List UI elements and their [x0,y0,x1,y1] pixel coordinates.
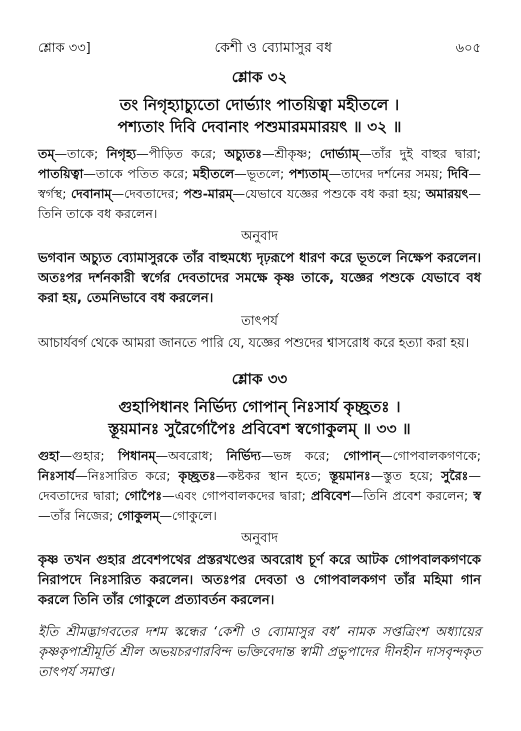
verse-32-section [38,66,481,354]
verse-33-section [38,368,481,611]
verse-33-heading: শ্লোক ৩৩ [231,370,288,388]
verse-32-purport-title: তাৎপর্য [241,314,278,329]
verse-33-line-2: স্তূয়মানঃ সুরৈর্গোপৈঃ প্রবিবেশ স্বগোকুলম্ ॥ ৩৩ ॥ [108,420,411,438]
gloss-term: প্রবিবেশ [310,488,351,503]
gloss-meaning: ভূতলে; [246,166,289,181]
verse-32-translation-title: অনুবাদ [241,229,278,244]
verse-32-line-2: পশ্যতাং দিবি দেবানাং পশুমারমমারয়ৎ ॥ ৩২ ॥ [117,118,402,136]
gloss-term: নির্ভিদ্য [226,448,261,463]
header-verse-ref: শ্লোক ৩৩] [38,41,91,56]
gloss-meaning: স্বর্গস্থ; [38,186,71,201]
gloss-term: দিবি [447,166,469,181]
verse-32-translation: ভগবান অচ্যুত ব্যোমাসুরকে তাঁর বাহুমধ্যে দৃঢ়রূপে ধারণ করে ভূতলে নিক্ষেপ করলেন। অতঃপর দর্শনকারী স্বর্গের দেবতাদের সমক্ষে কৃষ্ণ তাকে, যজ্ঞের পশুকে যেভাবে বধ করা হয়, তেমনিভাবে বধ করলেন। [38,251,481,306]
verse-33-line-1: গুহাপিধানং নির্ভিদ্য গোপান্ নিঃসার্য কৃচ্ছ্রতঃ । [118,398,401,416]
page-content [38,66,481,683]
gloss-meaning: তাঁর দুই বাহুর দ্বারা; [371,146,482,161]
gloss-term: দোর্ভ্যাম্ [319,146,359,161]
gloss-term: গোপৈঃ [124,488,163,503]
gloss-meaning: যেভাবে যজ্ঞের পশুকে বধ করা হয়; [245,186,426,201]
gloss-meaning: তাদের দর্শনের সময়; [341,166,448,181]
verse-33-translation-title: অনুবাদ [241,531,278,546]
gloss-meaning: কষ্টকর স্থান হতে; [228,468,330,483]
gloss-meaning: স্তুত হয়ে; [383,468,442,483]
gloss-meaning: পীড়িত করে; [148,146,225,161]
gloss-term: তম্ [38,146,55,161]
verse-32-word-meanings: তম্—তাকে; নিগৃহ্য—পীড়িত করে; অচ্যুতঃ—শ্রীকৃষ্ণ; দোর্ভ্যাম্—তাঁর দুই বাহুর দ্বারা; পাতয়িত্বা—তাকে পতিত করে; মহীতলে—ভূতলে; পশ্যতাম্—তাদের দর্শনের সময়; দিবি—স্বর্গস্থ; দেবানাম্—দেবতাদের; পশু-মারম্—যেভাবে যজ্ঞের পশুকে বধ করা হয়; অমারয়ৎ—তিনি তাকে বধ করলেন। [38,146,482,221]
gloss-term: গুহা [38,448,60,463]
verse-32-heading: শ্লোক ৩২ [231,68,288,86]
gloss-term: সুরৈঃ [441,468,469,483]
gloss-meaning: নিঃসারিত করে; [87,468,179,483]
gloss-term: গোকুলম্ [117,508,160,523]
gloss-term: পাতয়িত্বা [38,166,84,181]
gloss-meaning: অবরোধ; [168,448,227,463]
gloss-term: নিঃসার্য [38,468,76,483]
gloss-term: অচ্যুতঃ [224,146,262,161]
gloss-term: মহীতলে [193,166,235,181]
gloss-term: নিগৃহ্য [106,146,137,161]
gloss-meaning: দেবতাদের দ্বারা; [38,488,125,503]
verse-33-translation: কৃষ্ণ তখন গুহার প্রবেশপথের প্রস্তরখণ্ডের অবরোধ চূর্ণ করে আটক গোপবালকগণকে নিরাপদে নিঃসারিত করলেন। অতঃপর দেবতা ও গোপবালকগণ তাঁর মহিমা গান করলে তিনি তাঁর গোকুলে প্রত্যাবর্তন করলেন। [38,553,481,608]
gloss-meaning: তিনি তাকে বধ করলেন। [38,206,158,221]
gloss-term: স্তূয়মানঃ [329,468,371,483]
gloss-meaning: তাঁর নিজের; [50,508,118,523]
running-header [38,36,481,60]
gloss-term: পশু-মারম্ [183,186,233,201]
gloss-meaning: তাকে; [67,146,107,161]
gloss-meaning: গুহার; [72,448,119,463]
gloss-meaning: গোপবালকগণকে; [392,448,481,463]
chapter-colophon: ইতি শ্রীমদ্ভাগবতের দশম স্কন্ধের ‘কেশী ও ব্যোমাসুর বধ’ নামক সপ্তত্রিংশ অধ্যায়ের কৃষ্ণকৃপাশ্রীমূর্তি শ্রীল অভয়চরণারবিন্দ ভক্তিবেদান্ত স্বামী প্রভুপাদের দীনহীন দাসবৃন্দকৃত তাৎপর্য সমাপ্ত। [38,625,481,680]
header-chapter-title: কেশী ও ব্যোমাসুর বধ [214,40,332,56]
gloss-meaning: ভঙ্গ করে; [273,448,344,463]
gloss-meaning: গোকুলে। [172,508,217,523]
gloss-term: অমারয়ৎ [425,186,469,201]
gloss-term: কৃচ্ছ্রতঃ [178,468,216,483]
gloss-meaning: শ্রীকৃষ্ণ; [274,146,320,161]
verse-33-word-meanings: গুহা—গুহার; পিধানম্—অবরোধ; নির্ভিদ্য—ভঙ্গ করে; গোপান্—গোপবালকগণকে; নিঃসার্য—নিঃসারিত করে; কৃচ্ছ্রতঃ—কষ্টকর স্থান হতে; স্তূয়মানঃ—স্তুত হয়ে; সুরৈঃ—দেবতাদের দ্বারা; গোপৈঃ—এবং গোপবালকদের দ্বারা; প্রবিবেশ—তিনি প্রবেশ করলেন; স্ব—তাঁর নিজের; গোকুলম্—গোকুলে। [38,448,482,523]
header-page-number: ৬০৫ [455,41,481,56]
gloss-term: পশ্যতাম্ [288,166,329,181]
verse-32-line-1: তং নিগৃহ্যাচ্যুতো দোর্ভ্যাং পাতয়িত্বা মহীতলে । [119,96,400,114]
gloss-term: দেবানাম্ [70,186,112,201]
verse-32-purport: আচার্যবর্গ থেকে আমরা জানতে পারি যে, যজ্ঞের পশুদের শ্বাসরোধ করে হত্যা করা হয়। [38,336,470,351]
gloss-term: স্ব [473,488,482,503]
gloss-meaning: দেবতাদের; [124,186,184,201]
gloss-term: গোপান্ [343,448,380,463]
gloss-meaning: তাকে পতিত করে; [95,166,194,181]
gloss-term: পিধানম্ [118,448,156,463]
gloss-meaning: এবং গোপবালকদের দ্বারা; [174,488,311,503]
gloss-meaning: তিনি প্রবেশ করলেন; [363,488,474,503]
